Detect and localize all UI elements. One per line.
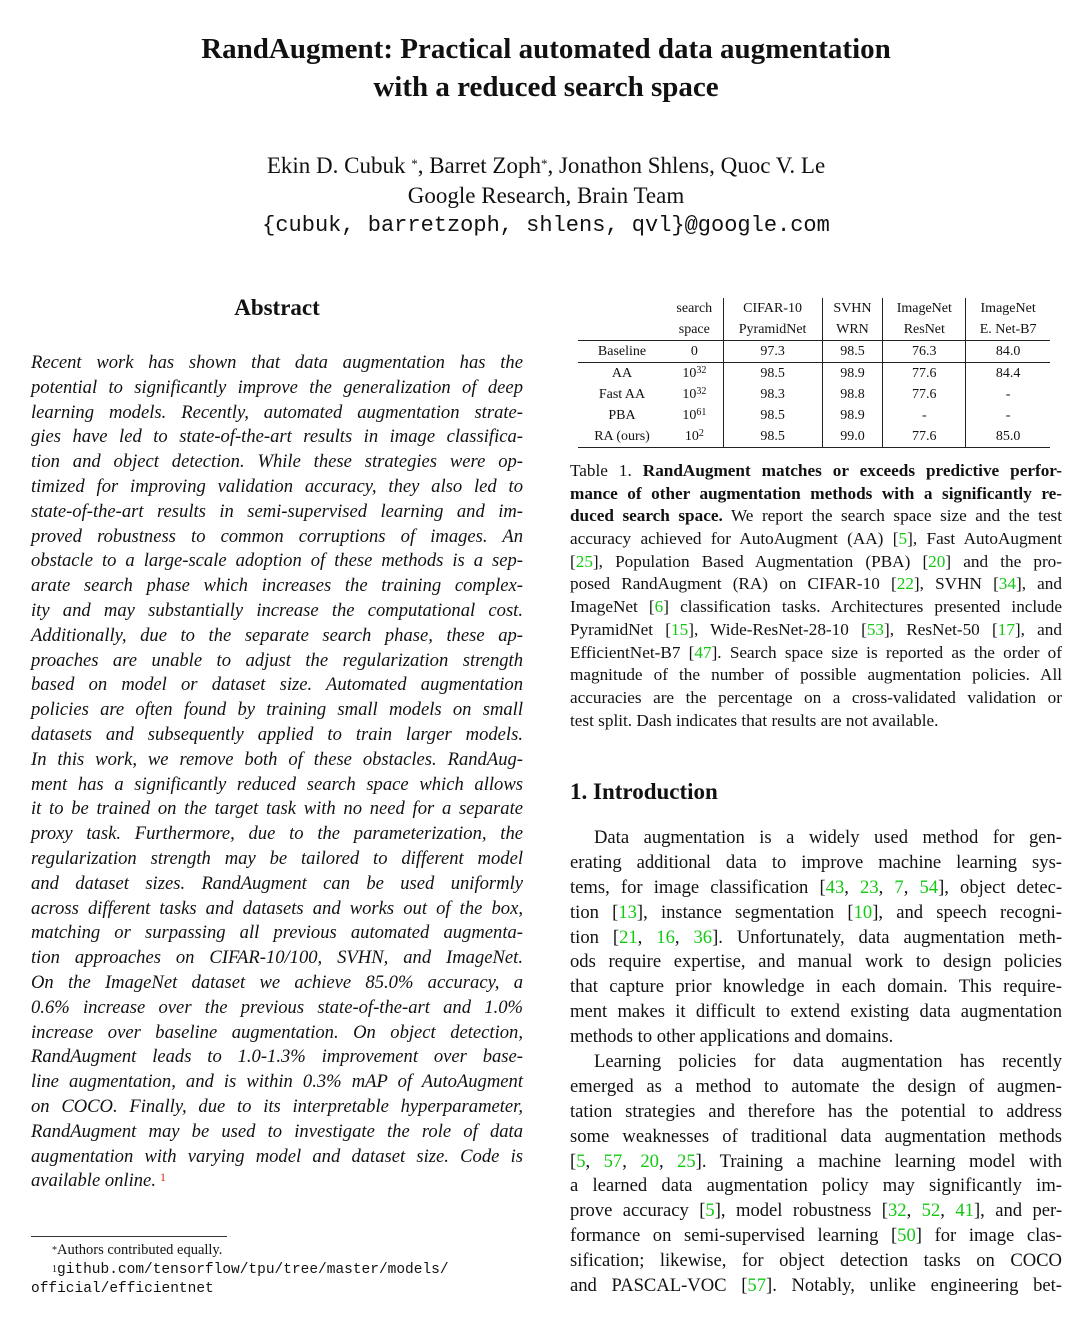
footnote-equal-contribution: *Authors contributed equally. [52, 1242, 223, 1258]
cifar-cell: 98.3 [723, 384, 822, 405]
imagenet-enet-cell: - [966, 384, 1050, 405]
intro-line: ment makes it difficult to extend existing data augmentation [570, 1001, 1062, 1023]
search-space-cell: $10^{32}$ [682, 364, 707, 381]
abstract-line: proaches are unable to adjust the regularization strength [31, 649, 523, 671]
cifar-cell: 97.3 [723, 341, 822, 363]
intro-line: some weaknesses of traditional data augmentation methods [570, 1125, 1062, 1147]
abstract-line: and dataset sizes. RandAugment can be used uniformly [31, 872, 523, 894]
abstract-body [31, 351, 523, 1194]
citation-link[interactable]: 13 [618, 901, 637, 923]
table-header-row [578, 298, 1050, 319]
intro-line: tion [13], instance segmentation [10], and speech recogni- [570, 901, 1062, 923]
citation-link[interactable]: 15 [671, 619, 689, 639]
intro-line: emerged as a method to automate the design of augmen- [570, 1075, 1062, 1097]
abstract-line: On the ImageNet dataset we achieve 85.0% accuracy, a [31, 971, 523, 993]
intro-line: tion [21, 16, 36]. Unfortunately, data augmentation meth- [570, 926, 1063, 948]
intro-line: ods require expertise, and manual work to design policies [570, 951, 1062, 973]
intro-line: Learning policies for data augmentation has recently [594, 1051, 1062, 1073]
abstract-line: increase over baseline augmentation. On object detection, [31, 1021, 523, 1043]
citation-link[interactable]: 22 [896, 574, 914, 594]
abstract-line: tion approaches on CIFAR-10/100, SVHN, and ImageNet. [31, 947, 523, 969]
citation-link[interactable]: 50 [897, 1225, 916, 1247]
citation-link[interactable]: 5 [898, 529, 908, 549]
citation-link[interactable]: 6 [654, 597, 664, 617]
col-header-imagenet-resnet: ImageNet [883, 298, 966, 319]
abstract-line: timized for improving validation accuracy, they also led to [31, 475, 523, 497]
abstract-line: 0.6% increase over the previous state-of-the-art and 1.0% [31, 996, 523, 1018]
footnote-code-url-cont[interactable]: official/efficientnet [31, 1281, 214, 1297]
abstract-line: line augmentation, and is within 0.3% mAP of AutoAugment [31, 1071, 523, 1093]
table-row [578, 384, 1050, 405]
abstract-line: available online. $^1$ [31, 1170, 166, 1192]
citation-link[interactable]: 54 [919, 876, 939, 898]
abstract-line: In this work, we remove both of these obstacles. RandAug- [31, 748, 523, 770]
introduction-body [570, 826, 1062, 1299]
citation-link[interactable]: 43 [825, 876, 845, 898]
method-cell: AA [611, 365, 633, 381]
footnote-code-url[interactable]: $^1$github.com/tensorflow/tpu/tree/master/models/ [52, 1262, 449, 1278]
search-space-cell: 0 [666, 341, 723, 363]
intro-line: [5, 57, 20, 25]. Training a machine learning model with [570, 1150, 1063, 1172]
equal-contribution-mark: * [411, 156, 418, 171]
intro-line: methods to other applications and domains. [570, 1026, 894, 1048]
table-header-row: space PyramidNet WRN ResNet E. Net-B7 [578, 319, 1050, 341]
author-block [0, 151, 1092, 241]
search-space-cell: $10^{32}$ [682, 385, 707, 402]
citation-link[interactable]: 16 [656, 926, 675, 948]
abstract-line: proved robustness to common corruptions of images. An [31, 525, 523, 547]
intro-line: Data augmentation is a widely used method for gen- [594, 827, 1062, 848]
citation-link[interactable]: 25 [677, 1150, 696, 1172]
footnote-link[interactable]: 1 [159, 1170, 166, 1185]
imagenet-enet-cell: 84.4 [966, 363, 1050, 385]
citation-link[interactable]: 25 [575, 551, 593, 571]
intro-line: erating additional data to improve machine learning sys- [570, 851, 1062, 873]
abstract-line: regularization strength may be tailored to different model [31, 847, 523, 869]
abstract-line: proxy task. Furthermore, due to the parameterization, the [31, 823, 523, 845]
imagenet-resnet-cell: 77.6 [883, 363, 966, 385]
abstract-line: across different tasks and datasets and works out of the box, [31, 897, 523, 919]
abstract-line: RandAugment leads to 1.0-1.3% improvement over base- [31, 1046, 523, 1068]
citation-link[interactable]: 5 [576, 1150, 586, 1172]
citation-link[interactable]: 53 [866, 619, 884, 639]
intro-line: a learned data augmentation policy may significantly im- [570, 1175, 1062, 1197]
affiliation: Google Research, Brain Team [407, 183, 685, 208]
cifar-cell: 98.5 [723, 426, 822, 448]
citation-link[interactable]: 41 [955, 1200, 974, 1222]
citation-link[interactable]: 20 [640, 1150, 659, 1172]
abstract-line: policies are often found by training small models on small [31, 699, 523, 721]
citation-link[interactable]: 20 [928, 551, 946, 571]
method-cell: PBA [608, 407, 636, 423]
abstract-line: arate search phase which increases the training complex- [31, 575, 523, 597]
abstract-heading: Abstract [234, 295, 320, 320]
method-cell: Baseline [578, 341, 666, 363]
abstract-line: potential to significantly improve the generalization of deep [31, 376, 523, 398]
abstract-line: it to be trained on the target task with no need for a separate [31, 798, 523, 820]
intro-line: tems, for image classification [43, 23, 7, 54], object detec- [570, 876, 1063, 898]
svhn-cell: 98.9 [822, 405, 883, 426]
citation-link[interactable]: 57 [747, 1275, 766, 1297]
abstract-line: augmentation with varying model and dataset size. Code is [31, 1145, 523, 1167]
col-header-svhn: SVHN [822, 298, 883, 319]
intro-line: and PASCAL-VOC [57]. Notably, unlike engineering bet- [570, 1275, 1062, 1297]
abstract-line: learning models. Recently, automated augmentation strate- [31, 401, 523, 423]
col-header-cifar: CIFAR-10 [723, 298, 822, 319]
intro-line: prove accuracy [5], model robustness [32, 52, 41], and per- [570, 1200, 1063, 1222]
abstract-line: Recent work has shown that data augmentation has the [31, 352, 523, 373]
imagenet-resnet-cell: 76.3 [883, 341, 966, 363]
search-space-cell: $10^{61}$ [682, 406, 707, 423]
citation-link[interactable]: 34 [998, 574, 1016, 594]
method-cell: Fast AA [598, 386, 646, 402]
imagenet-resnet-cell: - [883, 405, 966, 426]
abstract-line: based on model or dataset size. Automated augmentation [31, 674, 523, 696]
intro-line: tation strategies and therefore has the potential to address [570, 1100, 1062, 1122]
paper-title [0, 30, 1092, 106]
section-heading-introduction: 1. Introduction [570, 779, 718, 804]
svhn-cell: 98.9 [822, 363, 883, 385]
abstract-line: gies have led to state-of-the-art results in image classifica- [31, 426, 523, 448]
citation-link[interactable]: 47 [694, 642, 712, 662]
abstract-line: tion and object detection. While these strategies were op- [31, 451, 523, 473]
abstract-line: ment has a significantly reduced search space which allows [31, 773, 523, 795]
abstract-line: Additionally, due to the separate search phase, these ap- [31, 624, 523, 646]
imagenet-resnet-cell: 77.6 [883, 426, 966, 448]
footnote-divider [31, 1236, 227, 1237]
abstract-line: state-of-the-art results in semi-supervised learning and im- [31, 500, 523, 522]
intro-line: formance on semi-supervised learning [50] for image clas- [570, 1225, 1062, 1247]
table-caption: Table 1. RandAugment matches or exceeds predictive perfor- mance of other augmentation methods with a significantly re- duced search space. We report the search space size and the test accuracy achieved for AutoAugment (AA) [5], Fast AutoAugment [25], Population Based Augmentation (PBA) [20] and the pro- posed RandAugment (RA) on CIFAR-10 [22], SVHN [34], and ImageNet [6] classification tasks. Architectures presented include PyramidNet [15], Wide-ResNet-28-10 [53], ResNet-50 [17], and EfficientNet-B7 [47]. Search space size is reported as the order of magnitude of the number of possible augmentation policies. All accuracies are the percentage on a cross-validated validation or test split. Dash indicates that results are not available. [570, 461, 1063, 730]
svhn-cell: 99.0 [822, 426, 883, 448]
citation-link[interactable]: 57 [603, 1150, 623, 1172]
citation-link[interactable]: 52 [921, 1200, 941, 1222]
table-row [578, 405, 1050, 426]
abstract-line: ity and may substantially increase the computational cost. [31, 599, 523, 621]
citation-link[interactable]: 32 [888, 1200, 907, 1222]
abstract-line: datasets and subsequently applied to train larger models. [31, 723, 523, 745]
abstract-line: obstacle to a large-scale adoption of these methods is a sep- [31, 550, 523, 572]
abstract-line: matching or surpassing all previous automated augmenta- [31, 922, 523, 944]
equal-contribution-mark: * [540, 156, 548, 171]
citation-link[interactable]: 7 [894, 876, 904, 898]
imagenet-enet-cell: 84.0 [966, 341, 1050, 363]
table-row [578, 426, 1050, 448]
col-header-imagenet-enet: ImageNet [966, 298, 1050, 319]
table-row [578, 341, 1050, 363]
author-names: Ekin D. Cubuk *, Barret Zoph*, Jonathon Shlens, Quoc V. Le [266, 153, 826, 178]
title-line-2: with a reduced search space [373, 71, 719, 103]
author-emails: {cubuk, barretzoph, shlens, qvl}@google.com [262, 213, 830, 238]
table-row [578, 363, 1050, 385]
citation-link[interactable]: 21 [619, 926, 638, 948]
col-header-search: search [676, 301, 713, 316]
imagenet-resnet-cell: 77.6 [883, 384, 966, 405]
citation-link[interactable]: 36 [693, 926, 713, 948]
abstract-line: RandAugment may be used to investigate the role of data [31, 1120, 523, 1142]
abstract-line: on COCO. Finally, due to its interpretable hyperparameter, [31, 1095, 523, 1117]
cifar-cell: 98.5 [723, 363, 822, 385]
search-space-cell: $10^2$ [666, 426, 723, 448]
footnotes [31, 1241, 523, 1299]
imagenet-enet-cell: - [966, 405, 1050, 426]
svhn-cell: 98.8 [822, 384, 883, 405]
citation-link[interactable]: 5 [705, 1200, 715, 1222]
results-table [578, 298, 1050, 448]
intro-line: that capture prior knowledge in each domain. This require- [570, 976, 1062, 998]
citation-link[interactable]: 23 [860, 876, 879, 898]
title-line-1: RandAugment: Practical automated data augmentation [201, 33, 891, 65]
intro-line: sification; likewise, for object detection tasks on COCO [570, 1250, 1062, 1272]
method-cell: RA (ours) [578, 426, 666, 448]
svhn-cell: 98.5 [822, 341, 883, 363]
cifar-cell: 98.5 [723, 405, 822, 426]
citation-link[interactable]: 10 [853, 901, 873, 923]
imagenet-enet-cell: 85.0 [966, 426, 1050, 448]
citation-link[interactable]: 17 [997, 619, 1015, 639]
